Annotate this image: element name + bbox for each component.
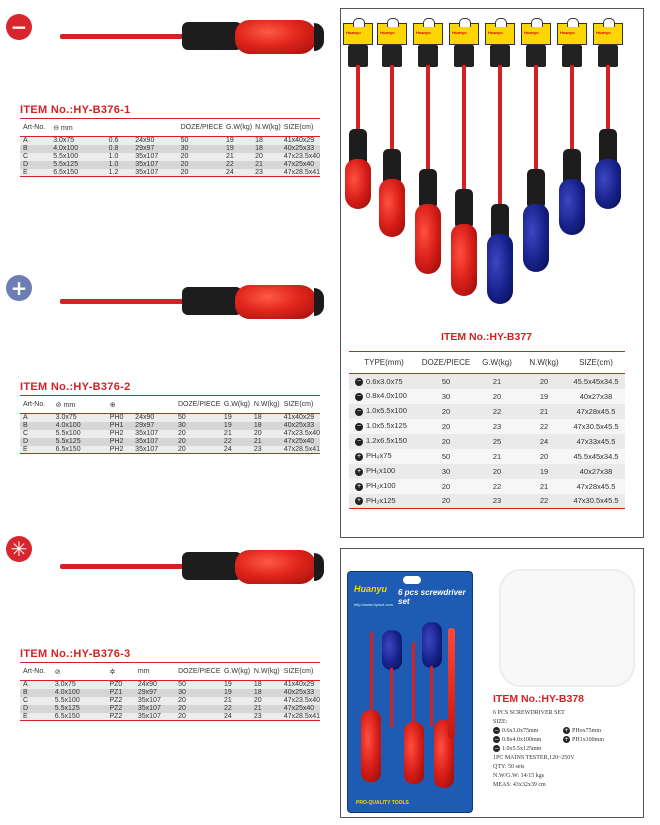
col-type: TYPE(mm)	[349, 352, 419, 374]
cell: 21	[521, 404, 567, 419]
b378-spec-text	[493, 709, 639, 790]
size-line: 0.8x4.0x100mm	[502, 737, 542, 743]
cell: 20	[419, 404, 473, 419]
cell: 35x107	[132, 161, 177, 169]
cell: 35x107	[132, 153, 177, 161]
cell: 41x40x29	[281, 137, 320, 145]
cell: 20	[178, 169, 223, 177]
section-hy-b376-3	[0, 530, 338, 760]
cell: 18	[251, 422, 281, 430]
cell: 0.8	[106, 145, 133, 153]
cell: 22	[221, 705, 251, 713]
cell: PH2	[107, 438, 132, 446]
cell: 35x107	[135, 713, 175, 721]
cell: 21	[251, 438, 281, 446]
plus-circle-icon: +	[356, 497, 362, 505]
screwdriver-dimension-icon: ⊘	[54, 668, 61, 676]
cell: 22	[473, 479, 521, 494]
cell: 3.0x75	[52, 681, 107, 689]
cell: 50	[419, 449, 473, 464]
cell: 24x90	[135, 681, 175, 689]
spec-table-b376-1	[20, 118, 320, 177]
col-art-no: Art-No.	[20, 396, 53, 414]
cell: 20	[178, 161, 223, 169]
cell: 47x33x45.5	[567, 434, 625, 449]
cell: 3.0x75	[50, 137, 105, 145]
cell: 21	[521, 479, 567, 494]
cell: 19	[221, 414, 251, 422]
meas-line: MEAS: 43x32x39 cm	[493, 782, 546, 788]
cell: 4.0x100	[53, 422, 107, 430]
hanging-screwdriver: Huanyu	[557, 9, 587, 239]
hanging-screwdriver: Huanyu	[377, 9, 407, 249]
cell: 40x25x33	[281, 145, 320, 153]
col-tip	[107, 396, 132, 414]
cell: B	[20, 145, 50, 153]
minus-circle-icon: −	[493, 727, 500, 735]
cell: 30	[175, 422, 221, 430]
cell: + PH₂x125	[349, 494, 419, 509]
cell: 19	[221, 422, 251, 430]
col-art-no: Art-No.	[20, 119, 50, 137]
cell: 47x30.5x45.5	[567, 494, 625, 509]
cell: 41x40x29	[281, 414, 320, 422]
cell: 50	[178, 137, 223, 145]
cell: C	[20, 153, 50, 161]
cell: 47x23.5x40	[281, 430, 320, 438]
qty-line: QTY: 50 sets	[493, 764, 525, 770]
cell: 30	[175, 689, 221, 697]
cell: 30	[419, 464, 473, 479]
cell: − 0.8x4.0x100	[349, 389, 419, 404]
cell: 21	[473, 449, 521, 464]
cell: + PH₀x75	[349, 449, 419, 464]
plus-circle-icon: +	[356, 482, 362, 490]
spec-table-b376-2	[20, 395, 320, 454]
cell: 0.6	[106, 137, 133, 145]
hanging-screwdriver: Huanyu	[485, 9, 515, 309]
cell: 20	[521, 449, 567, 464]
size-line: 1.0x5.5x125mm	[502, 746, 542, 752]
cell: 45.5x45x34.5	[567, 449, 625, 464]
cell: − 1.2x6.5x150	[349, 434, 419, 449]
cell: 35x107	[132, 430, 175, 438]
tester-line: 1PC MAINS TESTER,120~250V	[493, 755, 575, 761]
pack-brand: Huanyu	[354, 584, 388, 594]
col-gw: G.W(kg)	[221, 396, 251, 414]
item-title: ITEM No.:HY-B376-3	[20, 648, 131, 660]
cell: 20	[175, 705, 221, 713]
col-doze: DOZE/PIECE	[419, 352, 473, 374]
minus-circle-icon: −	[356, 392, 362, 400]
col-size: SIZE(cm)	[281, 663, 320, 681]
col-nw: N.W(kg)	[251, 663, 281, 681]
cell: PZ2	[106, 713, 134, 721]
col-nw: N.W(kg)	[252, 119, 281, 137]
cell: A	[20, 414, 53, 422]
item-title: ITEM No.:HY-B376-2	[20, 381, 131, 393]
cell: 19	[521, 389, 567, 404]
cell: 5.5x100	[52, 697, 107, 705]
cell: 23	[251, 446, 281, 454]
minus-circle-icon: −	[356, 407, 362, 415]
cell: C	[20, 430, 53, 438]
cell: 5.5x125	[52, 705, 107, 713]
cell: 3.0x75	[53, 414, 107, 422]
plus-circle-icon: +	[6, 275, 32, 301]
cell: 29x97	[132, 422, 175, 430]
cell: 20	[473, 389, 521, 404]
col-nw: N.W(kg)	[251, 396, 281, 414]
col-blister	[132, 396, 175, 414]
cell: C	[20, 697, 52, 705]
cell: PZ2	[106, 697, 134, 705]
cell: 18	[251, 414, 281, 422]
size-line: PHox75mm	[572, 728, 602, 734]
cell: 24	[521, 434, 567, 449]
panel-hy-b378	[340, 548, 644, 818]
cell: 22	[521, 419, 567, 434]
cell: 47x28x45.5	[567, 479, 625, 494]
cell: A	[20, 137, 50, 145]
cell: 41x40x29	[281, 681, 320, 689]
cell: 19	[221, 689, 251, 697]
pack-url: http://www.hytool.com	[354, 602, 393, 607]
cell: 6.5x150	[52, 713, 107, 721]
screwdriver-dimension-icon: ⊘	[55, 401, 62, 409]
col-art-no: Art-No.	[20, 663, 52, 681]
cell: 35x107	[135, 705, 175, 713]
cell: 47x28.5x41	[281, 713, 320, 721]
cell: 30	[178, 145, 223, 153]
cell: + PH₁x100	[349, 464, 419, 479]
cell: 23	[473, 494, 521, 509]
cell: 47x23.5x40	[281, 153, 320, 161]
tool-case-image	[499, 569, 635, 687]
col-nw: N.W(kg)	[521, 352, 567, 374]
slot-tip-icon: ⊖	[53, 124, 60, 132]
cell: 1.2	[106, 169, 133, 177]
cell: 18	[251, 689, 281, 697]
cell: 40x27x38	[567, 464, 625, 479]
cell: 20	[419, 479, 473, 494]
cell: 23	[251, 713, 281, 721]
cell: 21	[221, 430, 251, 438]
cell: 24	[223, 169, 252, 177]
cell: PH1	[107, 422, 132, 430]
cell: 20	[175, 438, 221, 446]
cell: 47x25x40	[281, 161, 320, 169]
cell: 47x28.5x41	[281, 446, 320, 454]
col-doze: DOZE/PIECE	[178, 119, 223, 137]
cell: 47x30.5x45.5	[567, 419, 625, 434]
cell: B	[20, 422, 53, 430]
col-blister	[132, 119, 177, 137]
cell: − 1.0x5.5x100	[349, 404, 419, 419]
cell: 20	[175, 713, 221, 721]
cell: 20	[175, 430, 221, 438]
cell: 40x27x38	[567, 389, 625, 404]
pack-title: 6 pcs screwdriver set	[398, 588, 466, 606]
pack-footer: PRO-QUALITY TOOLS	[356, 800, 409, 806]
cell: 20	[175, 697, 221, 705]
minus-circle-icon: −	[356, 377, 362, 385]
item-title: ITEM No.:HY-B378	[493, 693, 585, 705]
pozi-circle-icon: ✳	[6, 536, 32, 562]
cell: 21	[473, 374, 521, 389]
cell: 50	[175, 681, 221, 689]
cell: D	[20, 161, 50, 169]
spec-table-b377	[349, 351, 625, 509]
col-mm: mm	[135, 663, 175, 681]
plus-circle-icon: +	[563, 727, 570, 735]
col-mm: ⊖ mm	[50, 119, 105, 137]
minus-circle-icon: −	[493, 745, 500, 753]
cell: PH2	[107, 446, 132, 454]
minus-circle-icon: −	[356, 422, 362, 430]
cell: PZ1	[106, 689, 134, 697]
spec-table-b376-3	[20, 662, 320, 721]
col-gw: G.W(kg)	[221, 663, 251, 681]
hanging-screwdriver: Huanyu	[521, 9, 551, 279]
panel-hy-b377	[340, 8, 644, 538]
cell: 19	[521, 464, 567, 479]
cell: 40x25x33	[281, 422, 320, 430]
minus-circle-icon: −	[6, 14, 32, 40]
cell: 18	[252, 137, 281, 145]
cell: 24x90	[132, 414, 175, 422]
cell: 20	[419, 434, 473, 449]
cell: 21	[221, 697, 251, 705]
cell: 22	[221, 438, 251, 446]
size-label: SIZE:	[493, 719, 508, 725]
col-doze: DOZE/PIECE	[175, 663, 221, 681]
col-tip	[106, 119, 133, 137]
cell: 18	[251, 681, 281, 689]
plus-circle-icon: +	[356, 467, 362, 475]
cell: PZ2	[106, 705, 134, 713]
size-line: 0.6x3.0x75mm	[502, 728, 539, 734]
cell: 19	[221, 681, 251, 689]
cell: 5.5x100	[53, 430, 107, 438]
cell: + PH₂x100	[349, 479, 419, 494]
cell: 30	[419, 389, 473, 404]
col-dim	[52, 663, 107, 681]
minus-circle-icon: −	[493, 736, 500, 744]
cell: D	[20, 438, 53, 446]
cell: 47x25x40	[281, 705, 320, 713]
cell: 24x90	[132, 137, 177, 145]
cell: 4.0x100	[50, 145, 105, 153]
cell: 47x28.5x41	[281, 169, 320, 177]
cell: 21	[252, 161, 281, 169]
cell: 21	[251, 705, 281, 713]
cell: 29x97	[135, 689, 175, 697]
cell: 22	[223, 161, 252, 169]
cell: 35x107	[132, 169, 177, 177]
col-gw: G.W(kg)	[473, 352, 521, 374]
cell: 47x28x45.5	[567, 404, 625, 419]
hanging-screwdriver: Huanyu	[413, 9, 443, 279]
col-gw: G.W(kg)	[223, 119, 252, 137]
cell: 29x97	[132, 145, 177, 153]
cell: 20	[419, 419, 473, 434]
item-title: ITEM No.:HY-B377	[441, 331, 533, 343]
cell: 6.5x150	[53, 446, 107, 454]
cell: 50	[419, 374, 473, 389]
cell: 23	[473, 419, 521, 434]
hanging-screwdriver: Huanyu	[449, 9, 479, 299]
col-size: SIZE(cm)	[281, 396, 320, 414]
pozi-tip-icon: ✲	[109, 668, 116, 676]
cell: 20	[252, 153, 281, 161]
cell: 1.0	[106, 153, 133, 161]
cell: E	[20, 713, 52, 721]
cell: 23	[252, 169, 281, 177]
cell: 50	[175, 414, 221, 422]
cell: 20	[473, 464, 521, 479]
plus-circle-icon: +	[356, 452, 362, 460]
cell: 19	[223, 145, 252, 153]
item-title: ITEM No.:HY-B376-1	[20, 104, 131, 116]
cell: 20	[419, 494, 473, 509]
cell: 20	[251, 697, 281, 705]
col-mm: ⊘ mm	[53, 396, 107, 414]
cell: D	[20, 705, 52, 713]
cell: PH0	[107, 414, 132, 422]
cell: − 1.0x5.5x125	[349, 419, 419, 434]
cell: 4.0x100	[52, 689, 107, 697]
cell: 20	[521, 374, 567, 389]
size-line: PH1x100mm	[572, 737, 605, 743]
screwdriver-rack-image	[341, 9, 643, 319]
hanging-screwdriver: Huanyu	[343, 9, 373, 209]
cell: 20	[251, 430, 281, 438]
minus-circle-icon: −	[356, 437, 362, 445]
cell: E	[20, 169, 50, 177]
cell: − 0.6x3.0x75	[349, 374, 419, 389]
cell: A	[20, 681, 52, 689]
section-hy-b376-1	[0, 0, 338, 200]
cell: 24	[221, 713, 251, 721]
col-tip	[106, 663, 134, 681]
phillips-tip-icon: ⊕	[109, 401, 116, 409]
cell: 25	[473, 434, 521, 449]
cell: 18	[252, 145, 281, 153]
cell: 47x25x40	[281, 438, 320, 446]
cell: 35x107	[135, 697, 175, 705]
set-name: 6 PCS SCREWDRIVER SET	[493, 710, 565, 716]
cell: PH2	[107, 430, 132, 438]
weight-line: N.W/G.W: 14/15 kgs	[493, 773, 545, 779]
cell: 35x107	[132, 446, 175, 454]
cell: 22	[521, 494, 567, 509]
cell: 47x23.5x40	[281, 697, 320, 705]
cell: PZ0	[106, 681, 134, 689]
cell: 22	[473, 404, 521, 419]
col-doze: DOZE/PIECE	[175, 396, 221, 414]
blister-pack-image	[347, 571, 473, 813]
cell: 20	[178, 153, 223, 161]
cell: 40x25x33	[281, 689, 320, 697]
cell: 20	[175, 446, 221, 454]
cell: 19	[223, 137, 252, 145]
cell: 6.5x150	[50, 169, 105, 177]
cell: 45.5x45x34.5	[567, 374, 625, 389]
col-size: SIZE(cm)	[281, 119, 320, 137]
cell: E	[20, 446, 53, 454]
cell: 5.5x100	[50, 153, 105, 161]
section-hy-b376-2	[0, 265, 338, 465]
cell: 5.5x125	[53, 438, 107, 446]
col-size: SIZE(cm)	[567, 352, 625, 374]
cell: 35x107	[132, 438, 175, 446]
cell: 21	[223, 153, 252, 161]
cell: B	[20, 689, 52, 697]
cell: 1.0	[106, 161, 133, 169]
hanging-screwdriver: Huanyu	[593, 9, 623, 209]
plus-circle-icon: +	[563, 736, 570, 744]
cell: 24	[221, 446, 251, 454]
cell: 5.5x125	[50, 161, 105, 169]
